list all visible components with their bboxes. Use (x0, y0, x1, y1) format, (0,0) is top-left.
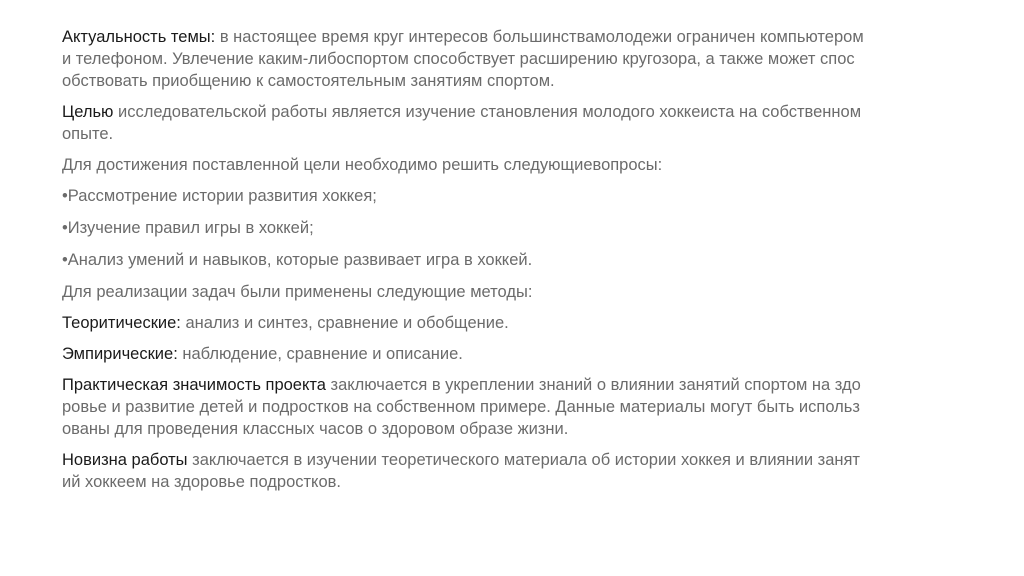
practical-lead: Практическая значимость проекта (62, 376, 326, 394)
novelty-paragraph (62, 449, 1004, 493)
relevance-line-3: обствовать приобщению к самостоятельным занятиям спортом. (62, 72, 555, 90)
goal-lead: Целью (62, 103, 114, 121)
theoretical-text: анализ и синтез, сравнение и обобщение. (180, 314, 509, 332)
practical-line-2: ровье и развитие детей и подростков на собственном примере. Данные материалы могут быть использ (62, 398, 860, 416)
novelty-line-1: заключается в изучении теоретического материала об истории хоккея и влиянии занят (187, 451, 860, 469)
relevance-lead: Актуальность темы: (62, 28, 216, 46)
slide-body (62, 26, 1004, 502)
empirical-lead: Эмпирические: (62, 345, 178, 363)
goal-line-2: опыте. (62, 125, 114, 143)
novelty-line-2: ий хоккеем на здоровье подростков. (62, 473, 341, 491)
task-item-rules: •Изучение правил игры в хоккей; (62, 219, 314, 237)
relevance-line-1: в настоящее время круг интересов большинствамолодежи ограничен компьютером (215, 28, 864, 46)
relevance-line-2: и телефоном. Увлечение каким-либоспортом способствует расширению кругозора, а также может спос (62, 50, 855, 68)
novelty-lead: Новизна работы (62, 451, 188, 469)
task-item-history: •Рассмотрение истории развития хоккея; (62, 187, 377, 205)
methods-intro: Для реализации задач были применены следующие методы: (62, 283, 533, 301)
relevance-paragraph (62, 26, 1004, 92)
empirical-text: наблюдение, сравнение и описание. (177, 345, 463, 363)
practical-line-1: заключается в укреплении знаний о влиянии занятий спортом на здо (325, 376, 861, 394)
practical-line-3: ованы для проведения классных часов о здоровом образе жизни. (62, 420, 569, 438)
task-item-skills: •Анализ умений и навыков, которые развивает игра в хоккей. (62, 251, 533, 269)
goal-line-1: исследовательской работы является изучение становления молодого хоккеиста на собственном (113, 103, 862, 121)
tasks-intro: Для достижения поставленной цели необходимо решить следующиевопросы: (62, 156, 663, 174)
goal-paragraph (62, 101, 1004, 145)
practical-paragraph (62, 374, 1004, 440)
theoretical-lead: Теоритические: (62, 314, 181, 332)
empirical-methods (62, 343, 1004, 365)
theoretical-methods (62, 312, 1004, 334)
